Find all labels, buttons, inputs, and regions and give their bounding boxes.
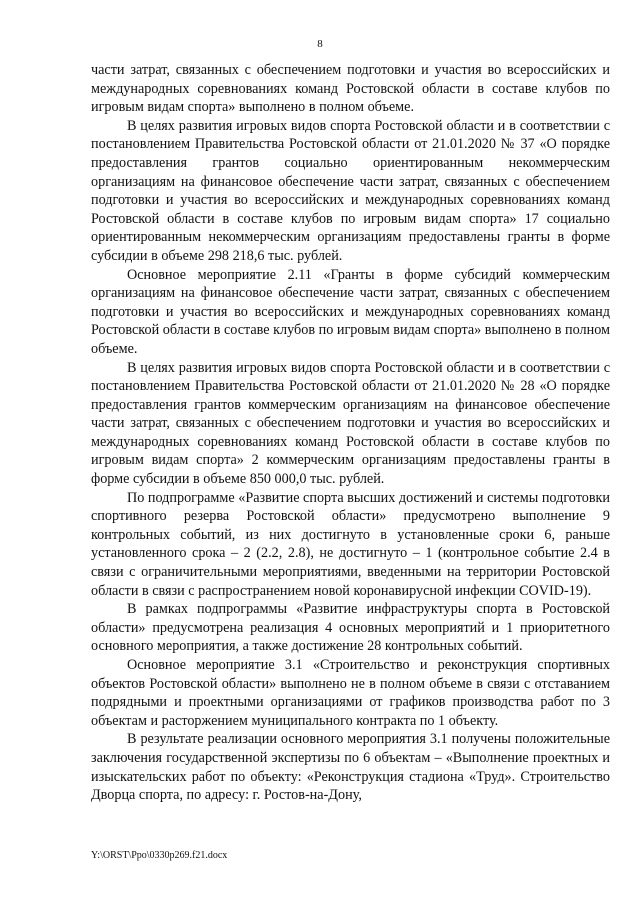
- paragraph: По подпрограмме «Развитие спорта высших достижений и системы подготовки спортивного резерва Ростовской области» предусмотрено выполнение 9 контрольных событий, из них достигнуто в установленные сроки 6, раньше установленного срока – 2 (2.2, 2.8), не достигнуто – 1 (контрольное событие 2.4 в связи с ограничительными мероприятиями, введенными на территории Ростовской области в связи с распространением новой коронавирусной инфекции COVID-19).: [91, 489, 610, 599]
- paragraph: Основное мероприятие 2.11 «Гранты в форме субсидий коммерческим организациям на финансовое обеспечение части затрат, связанных с обеспечением подготовки и участия во всероссийских и международных соревнованиях команд Ростовской области в составе клубов по игровым видам спорта» выполнено в полном объеме.: [91, 266, 610, 357]
- paragraph: В целях развития игровых видов спорта Ростовской области и в соответствии с постановлением Правительства Ростовской области от 21.01.2020 № 28 «О порядке предоставления грантов коммерческим организациям на финансовое обеспечение части затрат, связанных с обеспечением подготовки и участия во всероссийских и международных соревнованиях команд Ростовской области в составе клубов по игровым видам спорта» 2 коммерческим организациям предоставлены гранты в форме субсидии в объеме 850 000,0 тыс. рублей.: [91, 359, 610, 488]
- paragraph: Основное мероприятие 3.1 «Строительство и реконструкция спортивных объектов Ростовской области» выполнено не в полном объеме в связи с отставанием подрядными и проектными организациями от графиков производства работ по 3 объектам и расторжением муниципального контракта по 1 объекту.: [91, 657, 610, 729]
- paragraph: части затрат, связанных с обеспечением подготовки и участия во всероссийских и международных соревнованиях команд Ростовской области в составе клубов по игровым видам спорта» выполнено в полном объеме.: [91, 62, 610, 116]
- paragraph: В результате реализации основного мероприятия 3.1 получены положительные заключения государственной экспертизы по 6 объектам – «Выполнение проектных и изыскательских работ по объекту: «Реконструкция стадиона «Труд». Строительство Дворца спорта, по адресу: г. Ростов-на-Дону,: [91, 731, 610, 804]
- document-body: [91, 61, 610, 805]
- page-number: 8: [317, 38, 323, 50]
- paragraph: В рамках подпрограммы «Развитие инфраструктуры спорта в Ростовской области» предусмотрена реализация 4 основных мероприятий и 1 приоритетного основного мероприятия, а также достижение 28 контрольных событий.: [91, 601, 610, 655]
- footer-file-path: Y:\ORST\Ppo\0330p269.f21.docx: [91, 850, 228, 861]
- paragraph: В целях развития игровых видов спорта Ростовской области и в соответствии с постановлением Правительства Ростовской области от 21.01.2020 № 37 «О порядке предоставления грантов социально ориентированным некоммерческим организациям на финансовое обеспечение части затрат, связанных с обеспечением подготовки и участия во всероссийских и международных соревнованиях команд Ростовской области в составе клубов по игровым видам спорта» 17 социально ориентированным некоммерческим организациям предоставлены гранты в форме субсидии в объеме 298 218,6 тыс. рублей.: [91, 117, 610, 264]
